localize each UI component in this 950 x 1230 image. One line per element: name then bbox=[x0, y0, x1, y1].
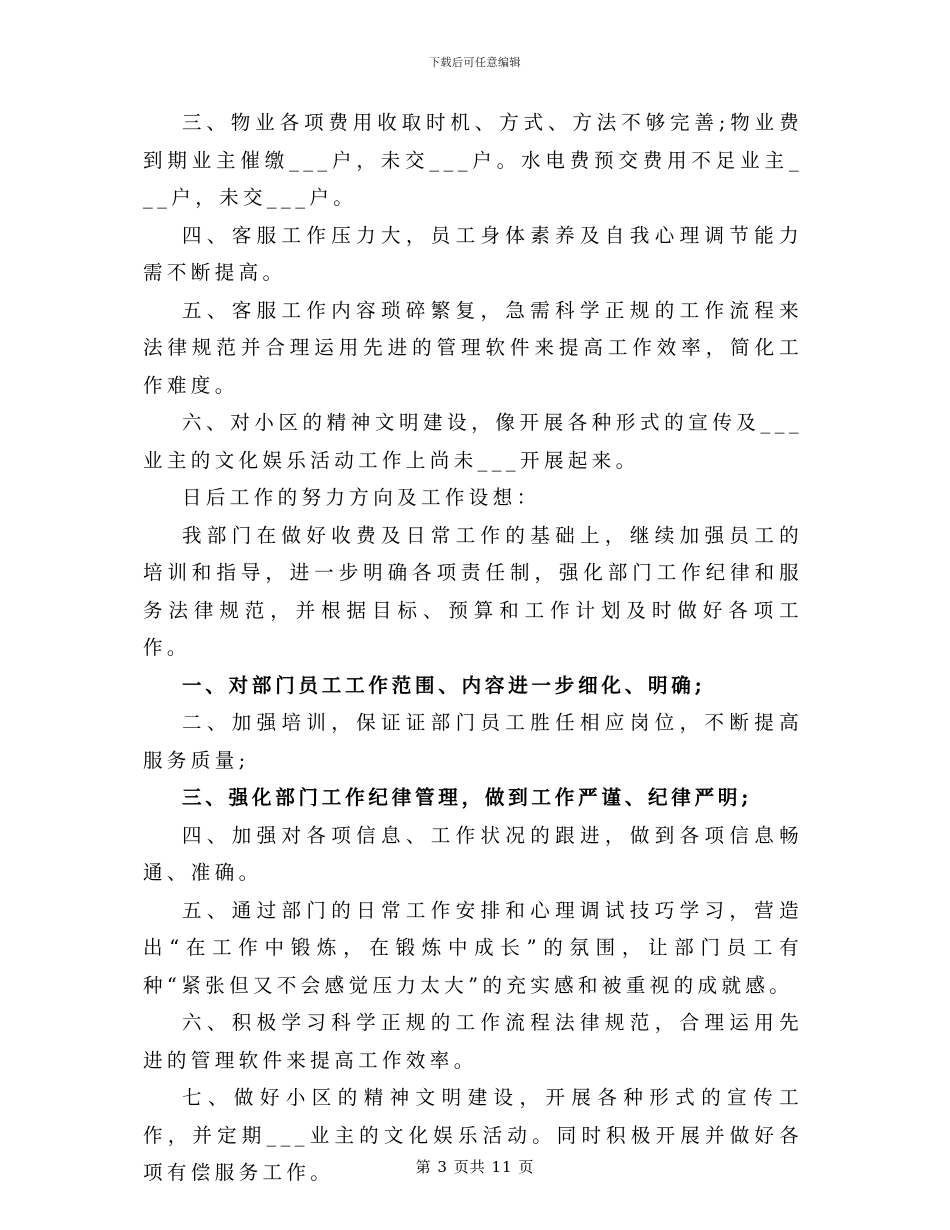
plan-item-7: 七、做好小区的精神文明建设，开展各种形式的宣传工作，并定期___业主的文化娱乐活动。同时积极开展并做好各项有偿服务工作。 bbox=[143, 1086, 803, 1184]
plan-item-5: 五、通过部门的日常工作安排和心理调试技巧学习，营造出“在工作中锻炼，在锻炼中成长”的氛围，让部门员工有种“紧张但又不会感觉压力太大”的充实感和被重视的成就感。 bbox=[143, 898, 803, 997]
document-body bbox=[143, 104, 803, 1192]
paragraph-fees: 三、物业各项费用收取时机、方式、方法不够完善;物业费到期业主催缴___户，未交___户。水电费预交费用不足业主___户，未交___户。 bbox=[143, 111, 803, 209]
section-heading-future: 日后工作的努力方向及工作设想： bbox=[182, 486, 541, 509]
paragraph-plan-intro: 我部门在做好收费及日常工作的基础上，继续加强员工的培训和指导，进一步明确各项责任制，强化部门工作纪律和服务法律规范，并根据目标、预算和工作计划及时做好各项工作。 bbox=[143, 523, 803, 659]
paragraph-pressure: 四、客服工作压力大，员工身体素养及自我心理调节能力需不断提高。 bbox=[143, 223, 803, 284]
paragraph-culture: 六、对小区的精神文明建设，像开展各种形式的宣传及___业主的文化娱乐活动工作上尚未___开展起来。 bbox=[143, 411, 803, 472]
page-number: 第 3 页共 11 页 bbox=[415, 1158, 535, 1176]
paragraph-workflow: 五、客服工作内容琐碎繁复，急需科学正规的工作流程来法律规范并合理运用先进的管理软件来提高工作效率，简化工作难度。 bbox=[143, 298, 803, 397]
plan-item-3: 三、强化部门工作纪律管理，做到工作严谨、纪律严明; bbox=[182, 786, 753, 809]
plan-item-2: 二、加强培训，保证证部门员工胜任相应岗位，不断提高服务质量; bbox=[143, 711, 803, 772]
plan-item-6: 六、积极学习科学正规的工作流程法律规范，合理运用先进的管理软件来提高工作效率。 bbox=[143, 1011, 803, 1072]
plan-item-1: 一、对部门员工工作范围、内容进一步细化、明确; bbox=[182, 673, 706, 697]
page-header: 下载后可任意编辑 bbox=[429, 56, 521, 69]
plan-item-4: 四、加强对各项信息、工作状况的跟进，做到各项信息畅通、准确。 bbox=[143, 823, 803, 884]
